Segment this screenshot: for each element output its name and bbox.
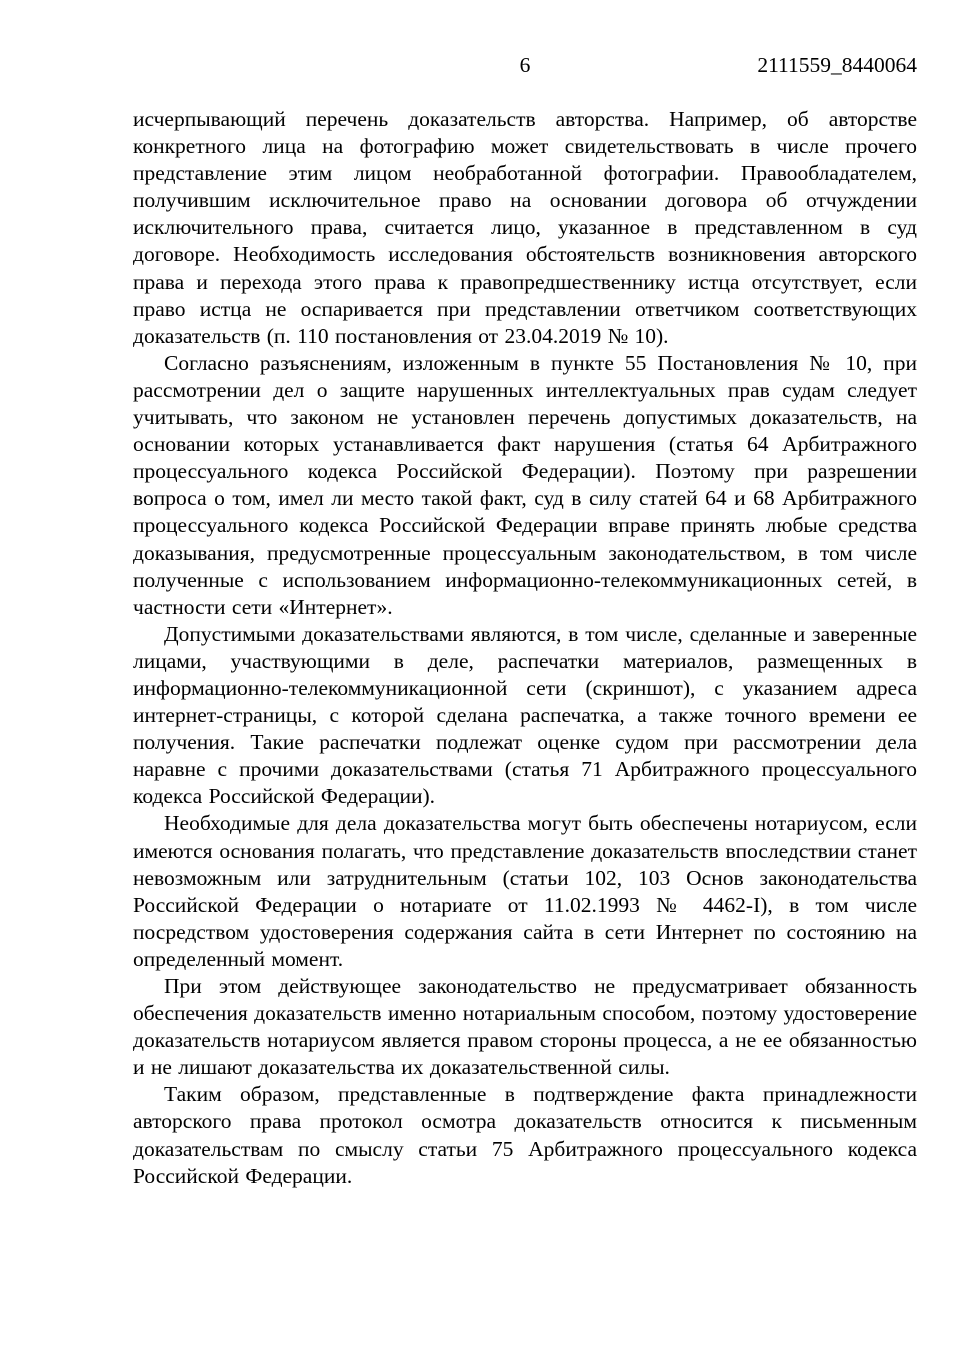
paragraph: исчерпывающий перечень доказательств авторства. Например, об авторстве конкретного лица на фотографию может свидетельствовать в числе прочего представление этим лицом необработанной фотографии. Правообладателем, получившим исключительное право на основании договора об отчуждении исключительного права, считается лицо, указанное в представленном в суд договоре. Необходимость исследования обстоятельств возникновения авторского права и перехода этого права к правопредшественнику истца отсутствует, если право истца не оспаривается при представлении ответчиком соответствующих доказательств (п. 110 постановления от 23.04.2019 № 10).: [133, 107, 917, 348]
page-header: [133, 52, 917, 80]
document-number: 2111559_8440064: [757, 53, 917, 77]
paragraph: При этом действующее законодательство не предусматривает обязанность обеспечения доказательств именно нотариальным способом, поэтому удостоверение доказательств нотариусом является правом стороны процесса, а не ее обязанностью и не лишают доказательства их доказательственной силы.: [133, 974, 917, 1080]
paragraph: Таким образом, представленные в подтверждение факта принадлежности авторского права протокол осмотра доказательств относится к письменным доказательствам по смыслу статьи 75 Арбитражного процессуального кодекса Российской Федерации.: [133, 1082, 917, 1188]
paragraph: Допустимыми доказательствами являются, в том числе, сделанные и заверенные лицами, участвующими в деле, распечатки материалов, размещенных в информационно-телекоммуникационной сети (скриншот), с указанием адреса интернет-страницы, с которой сделана распечатка, а также точного времени ее получения. Такие распечатки подлежат оценке судом при рассмотрении дела наравне с прочими доказательствами (статья 71 Арбитражного процессуального кодекса Российской Федерации).: [133, 621, 917, 809]
page-number: 6: [519, 53, 531, 77]
paragraph: Согласно разъяснениям, изложенным в пункте 55 Постановления № 10, при рассмотрении дел о защите нарушенных интеллектуальных прав судам следует учитывать, что законом не установлен перечень допустимых доказательств, на основании которых устанавливается факт нарушения (статья 64 Арбитражного процессуального кодекса Российской Федерации). Поэтому при разрешении вопроса о том, имел ли место такой факт, суд в силу статей 64 и 68 Арбитражного процессуального кодекса Российской Федерации вправе принять любые средства доказывания, предусмотренные процессуальным законодательством, в том числе полученные с использованием информационно-телекоммуникационных сетей, в частности сети «Интернет».: [133, 350, 917, 619]
paragraph: Необходимые для дела доказательства могут быть обеспечены нотариусом, если имеются основания полагать, что представление доказательств впоследствии станет невозможным или затруднительным (статьи 102, 103 Основ законодательства Российской Федерации о нотариате от 11.02.1993 № 4462-I), в том числе посредством удостоверения содержания сайта в сети Интернет по состоянию на определенный момент.: [133, 811, 917, 971]
document-body: [133, 106, 917, 1190]
